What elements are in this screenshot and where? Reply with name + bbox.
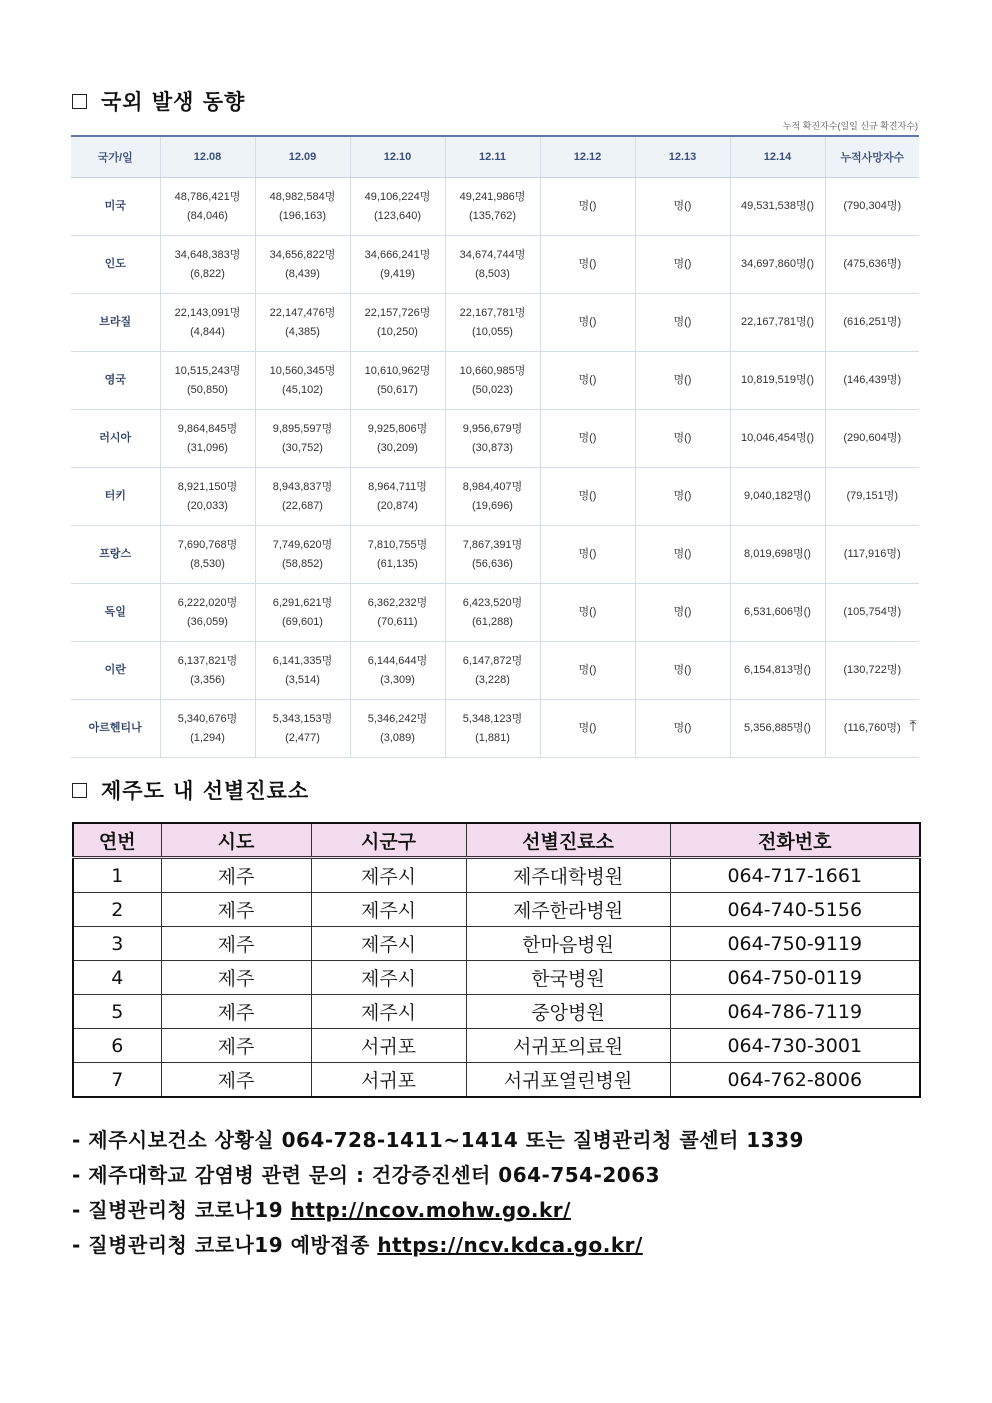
daily-count: (30,873) <box>472 441 513 454</box>
table-cell: 이란 <box>71 642 160 700</box>
daily-count: (10,250) <box>377 325 418 338</box>
cumulative-count: 6,423,520명 <box>462 596 523 609</box>
table-cell: 아르헨티나 <box>71 700 160 758</box>
cumulative-count: 34,656,822명 <box>269 248 336 261</box>
header-cell: 12.10 <box>350 136 445 178</box>
table-cell: 명() <box>540 468 635 526</box>
daily-count: (50,617) <box>377 383 418 396</box>
clinic-row <box>73 893 920 927</box>
cumulative-count: 6,362,232명 <box>367 596 428 609</box>
cumulative-count: 10,660,985명 <box>459 364 526 377</box>
daily-count: (3,356) <box>190 673 225 686</box>
table-cell <box>445 700 540 758</box>
table-row <box>71 526 919 584</box>
clinic-cell: 7 <box>73 1063 161 1098</box>
daily-count: (50,850) <box>187 383 228 396</box>
cumulative-count: 6,137,821명 <box>177 654 238 667</box>
daily-count: (8,530) <box>190 557 225 570</box>
table-cell: 명() <box>540 700 635 758</box>
daily-count: (36,059) <box>187 615 228 628</box>
table-cell: (616,251명) <box>825 294 919 352</box>
info-line-ncov <box>72 1194 571 1223</box>
clinic-cell: 064-786-7119 <box>670 995 920 1029</box>
section-title-overseas <box>72 86 245 116</box>
table-cell <box>350 700 445 758</box>
table-cell: 미국 <box>71 178 160 236</box>
table-cell <box>160 526 255 584</box>
clinic-cell: 제주시 <box>311 893 466 927</box>
table-header-row <box>71 136 919 178</box>
header-cell: 국가/일 <box>71 136 160 178</box>
daily-count: (4,385) <box>285 325 320 338</box>
cumulative-count: 22,143,091명 <box>174 306 241 319</box>
table-row <box>71 410 919 468</box>
clinic-row <box>73 1063 920 1098</box>
table-cell: (790,304명) <box>825 178 919 236</box>
cumulative-count: 9,895,597명 <box>272 422 333 435</box>
daily-count: (2,477) <box>285 731 320 744</box>
info-line-university: - 제주대학교 감염병 관련 문의 : 건강증진센터 064-754-2063 <box>72 1163 661 1187</box>
table-cell <box>255 236 350 294</box>
table-row <box>71 700 919 758</box>
table-cell <box>350 352 445 410</box>
clinic-cell: 064-740-5156 <box>670 893 920 927</box>
table-row <box>71 642 919 700</box>
clinic-cell: 제주 <box>161 1063 311 1098</box>
table-cell: 명() <box>635 468 730 526</box>
table-cell: 터키 <box>71 468 160 526</box>
cumulative-count: 34,674,744명 <box>459 248 526 261</box>
table-cell: 명() <box>635 410 730 468</box>
table-cell: 34,697,860명() <box>730 236 825 294</box>
table-cell <box>350 468 445 526</box>
clinic-cell: 1 <box>73 858 161 893</box>
cumulative-count: 22,147,476명 <box>269 306 336 319</box>
clinic-cell: 제주시 <box>311 995 466 1029</box>
clinic-cell: 064-750-9119 <box>670 927 920 961</box>
table-cell: 인도 <box>71 236 160 294</box>
daily-count: (3,089) <box>380 731 415 744</box>
table-cell <box>445 584 540 642</box>
table-cell: 프랑스 <box>71 526 160 584</box>
table-cell: 8,019,698명() <box>730 526 825 584</box>
table-row <box>71 236 919 294</box>
table-cell: 명() <box>635 526 730 584</box>
table-cell: 명() <box>540 410 635 468</box>
daily-count: (8,439) <box>285 267 320 280</box>
table-cell <box>255 642 350 700</box>
table-cell: (117,916명) <box>825 526 919 584</box>
table-cell <box>445 236 540 294</box>
clinic-header-row <box>73 823 920 858</box>
clinic-cell: 서귀포 <box>311 1063 466 1098</box>
daily-count: (22,687) <box>282 499 323 512</box>
daily-count: (1,294) <box>190 731 225 744</box>
daily-count: (3,514) <box>285 673 320 686</box>
table-cell <box>160 410 255 468</box>
table-cell: 브라질 <box>71 294 160 352</box>
table-cell <box>350 236 445 294</box>
cumulative-count: 49,241,986명 <box>459 190 526 203</box>
table-row <box>71 584 919 642</box>
section-title-text: 제주도 내 선별진료소 <box>101 779 310 803</box>
table-cell <box>350 410 445 468</box>
clinic-cell: 2 <box>73 893 161 927</box>
daily-count: (20,874) <box>377 499 418 512</box>
table-cell <box>255 468 350 526</box>
cumulative-count: 7,810,755명 <box>367 538 428 551</box>
header-cell: 12.09 <box>255 136 350 178</box>
table-cell <box>160 236 255 294</box>
table-cell: 10,046,454명() <box>730 410 825 468</box>
cumulative-count: 5,343,153명 <box>272 712 333 725</box>
info-label: - 질병관리청 코로나19 예방접종 <box>72 1233 378 1257</box>
cumulative-count: 7,867,391명 <box>462 538 523 551</box>
clinic-cell: 064-762-8006 <box>670 1063 920 1098</box>
info-label: - 질병관리청 코로나19 <box>72 1198 291 1222</box>
table-cell: 10,819,519명() <box>730 352 825 410</box>
section-title-clinics <box>72 775 309 805</box>
table-cell: (290,604명) <box>825 410 919 468</box>
clinic-cell: 제주 <box>161 927 311 961</box>
cumulative-count: 6,141,335명 <box>272 654 333 667</box>
daily-count: (135,762) <box>468 209 517 222</box>
clinic-cell: 제주 <box>161 995 311 1029</box>
clinic-cell: 3 <box>73 927 161 961</box>
table-cell: (79,151명) <box>825 468 919 526</box>
table-cell: 9,040,182명() <box>730 468 825 526</box>
daily-count: (61,288) <box>472 615 513 628</box>
checkbox-square-icon <box>72 783 87 798</box>
cumulative-count: 6,291,621명 <box>272 596 333 609</box>
cumulative-count: 10,515,243명 <box>174 364 241 377</box>
header-cell: 누적사망자수 <box>825 136 919 178</box>
table-cell: 명() <box>540 294 635 352</box>
cumulative-count: 7,749,620명 <box>272 538 333 551</box>
daily-count: (70,611) <box>377 615 418 628</box>
table-cell <box>350 178 445 236</box>
table-cell: (130,722명) <box>825 642 919 700</box>
cumulative-count: 6,222,020명 <box>177 596 238 609</box>
cumulative-count: 8,984,407명 <box>462 480 523 493</box>
clinic-row <box>73 995 920 1029</box>
table-cell <box>445 642 540 700</box>
clinic-cell: 064-750-0119 <box>670 961 920 995</box>
cumulative-count: 10,610,962명 <box>364 364 431 377</box>
table-row <box>71 178 919 236</box>
daily-count: (30,752) <box>282 441 323 454</box>
table-cell <box>255 294 350 352</box>
clinic-cell: 중앙병원 <box>466 995 670 1029</box>
table-cell <box>350 526 445 584</box>
header-cell: 12.12 <box>540 136 635 178</box>
table-cell <box>445 468 540 526</box>
table-cell <box>255 352 350 410</box>
clinic-cell: 064-730-3001 <box>670 1029 920 1063</box>
table-cell: 22,167,781명() <box>730 294 825 352</box>
table-cell <box>160 468 255 526</box>
cumulative-count: 22,167,781명 <box>459 306 526 319</box>
table-cell <box>255 410 350 468</box>
daily-count: (123,640) <box>373 209 422 222</box>
table-cell <box>350 642 445 700</box>
header-cell: 연번 <box>73 823 161 858</box>
table-cell: (105,754명) <box>825 584 919 642</box>
clinic-cell: 서귀포 <box>311 1029 466 1063</box>
daily-count: (3,309) <box>380 673 415 686</box>
daily-count: (50,023) <box>472 383 513 396</box>
cumulative-count: 6,144,644명 <box>367 654 428 667</box>
table-cell: 독일 <box>71 584 160 642</box>
daily-count: (84,046) <box>187 209 228 222</box>
header-cell: 시도 <box>161 823 311 858</box>
table-cell: 명() <box>635 700 730 758</box>
table-cell <box>160 642 255 700</box>
daily-count: (9,419) <box>380 267 415 280</box>
checkbox-square-icon <box>72 94 87 109</box>
cumulative-count: 5,346,242명 <box>367 712 428 725</box>
daily-count: (20,033) <box>187 499 228 512</box>
clinic-cell: 제주 <box>161 893 311 927</box>
scroll-to-top-icon[interactable]: ⤒ <box>909 716 917 735</box>
table-row <box>71 352 919 410</box>
clinic-cell: 4 <box>73 961 161 995</box>
clinic-row <box>73 1029 920 1063</box>
daily-count: (69,601) <box>282 615 323 628</box>
daily-count: (10,055) <box>472 325 513 338</box>
table-cell: 명() <box>635 642 730 700</box>
cumulative-count: 8,921,150명 <box>177 480 238 493</box>
table-cell <box>255 526 350 584</box>
table-cell: 명() <box>540 236 635 294</box>
table-cell <box>160 294 255 352</box>
clinic-cell: 6 <box>73 1029 161 1063</box>
table-cell: 명() <box>635 584 730 642</box>
table-cell <box>255 178 350 236</box>
table-cell: 명() <box>540 352 635 410</box>
table-row <box>71 468 919 526</box>
cumulative-count: 9,864,845명 <box>177 422 238 435</box>
clinic-cell: 제주 <box>161 961 311 995</box>
clinic-cell: 한국병원 <box>466 961 670 995</box>
table-cell: 영국 <box>71 352 160 410</box>
cumulative-count: 49,106,224명 <box>364 190 431 203</box>
info-line-health-center: - 제주시보건소 상황실 064-728-1411~1414 또는 질병관리청 콜센터 1339 <box>72 1128 804 1152</box>
table-cell <box>160 584 255 642</box>
table-cell: 5,356,885명() <box>730 700 825 758</box>
table-cell <box>350 584 445 642</box>
cumulative-count: 34,666,241명 <box>364 248 431 261</box>
header-cell: 12.11 <box>445 136 540 178</box>
table-cell: (475,636명) <box>825 236 919 294</box>
daily-count: (8,503) <box>475 267 510 280</box>
table-cell <box>160 178 255 236</box>
table-cell <box>445 294 540 352</box>
table-cell: 명() <box>540 526 635 584</box>
table-cell <box>160 352 255 410</box>
clinic-table <box>72 822 921 1098</box>
header-cell: 12.08 <box>160 136 255 178</box>
table-cell: (146,439명) <box>825 352 919 410</box>
header-cell: 12.13 <box>635 136 730 178</box>
table-cell: 명() <box>635 352 730 410</box>
clinic-cell: 제주대학병원 <box>466 858 670 893</box>
section-title-text: 국외 발생 동향 <box>101 90 246 114</box>
table-cell <box>255 700 350 758</box>
daily-count: (196,163) <box>278 209 327 222</box>
info-line-vaccination <box>72 1229 643 1258</box>
clinic-cell: 제주한라병원 <box>466 893 670 927</box>
table-cell <box>445 178 540 236</box>
daily-count: (45,102) <box>282 383 323 396</box>
overseas-table <box>71 135 919 758</box>
vaccination-link[interactable]: https://ncv.kdca.go.kr/ <box>377 1233 643 1257</box>
clinic-cell: 5 <box>73 995 161 1029</box>
clinic-cell: 제주시 <box>311 961 466 995</box>
daily-count: (30,209) <box>377 441 418 454</box>
clinic-cell: 서귀포열린병원 <box>466 1063 670 1098</box>
cumulative-count: 48,982,584명 <box>269 190 336 203</box>
daily-count: (19,696) <box>472 499 513 512</box>
table-row <box>71 294 919 352</box>
table-cell: 명() <box>540 642 635 700</box>
cumulative-count: 6,147,872명 <box>462 654 523 667</box>
table-cell: 러시아 <box>71 410 160 468</box>
table-cell <box>160 700 255 758</box>
table-cell: 명() <box>635 178 730 236</box>
cumulative-count: 34,648,383명 <box>174 248 241 261</box>
daily-count: (61,135) <box>377 557 418 570</box>
clinic-cell: 제주 <box>161 1029 311 1063</box>
cumulative-count: 5,348,123명 <box>462 712 523 725</box>
daily-count: (4,844) <box>190 325 225 338</box>
table-cell <box>445 410 540 468</box>
table-cell: 명() <box>635 236 730 294</box>
cumulative-count: 5,340,676명 <box>177 712 238 725</box>
table-cell: 명() <box>540 584 635 642</box>
daily-count: (56,636) <box>472 557 513 570</box>
cumulative-count: 10,560,345명 <box>269 364 336 377</box>
ncov-link[interactable]: http://ncov.mohw.go.kr/ <box>290 1198 571 1222</box>
clinic-cell: 제주시 <box>311 927 466 961</box>
cumulative-count: 22,157,726명 <box>364 306 431 319</box>
cumulative-count: 7,690,768명 <box>177 538 238 551</box>
table-cell: 명() <box>540 178 635 236</box>
header-cell: 12.14 <box>730 136 825 178</box>
table-cell: 6,154,813명() <box>730 642 825 700</box>
table-note: 누적 확진자수(일일 신규 확진자수) <box>782 121 918 131</box>
clinic-cell: 064-717-1661 <box>670 858 920 893</box>
header-cell: 선별진료소 <box>466 823 670 858</box>
daily-count: (3,228) <box>475 673 510 686</box>
clinic-cell: 서귀포의료원 <box>466 1029 670 1063</box>
clinic-cell: 한마음병원 <box>466 927 670 961</box>
daily-count: (31,096) <box>187 441 228 454</box>
cumulative-count: 9,925,806명 <box>367 422 428 435</box>
table-cell <box>445 526 540 584</box>
header-cell: 시군구 <box>311 823 466 858</box>
table-cell: (116,760명) <box>825 700 919 758</box>
table-cell: 명() <box>635 294 730 352</box>
cumulative-count: 8,964,711명 <box>368 480 427 493</box>
clinic-row <box>73 858 920 893</box>
table-cell <box>350 294 445 352</box>
table-cell <box>445 352 540 410</box>
daily-count: (58,852) <box>282 557 323 570</box>
clinic-cell: 제주 <box>161 858 311 893</box>
table-cell: 6,531,606명() <box>730 584 825 642</box>
clinic-cell: 제주시 <box>311 858 466 893</box>
cumulative-count: 8,943,837명 <box>272 480 333 493</box>
cumulative-count: 48,786,421명 <box>174 190 241 203</box>
daily-count: (6,822) <box>190 267 225 280</box>
header-cell: 전화번호 <box>670 823 920 858</box>
table-cell: 49,531,538명() <box>730 178 825 236</box>
clinic-row <box>73 927 920 961</box>
table-cell <box>255 584 350 642</box>
cumulative-count: 9,956,679명 <box>462 422 523 435</box>
clinic-row <box>73 961 920 995</box>
daily-count: (1,881) <box>475 731 510 744</box>
